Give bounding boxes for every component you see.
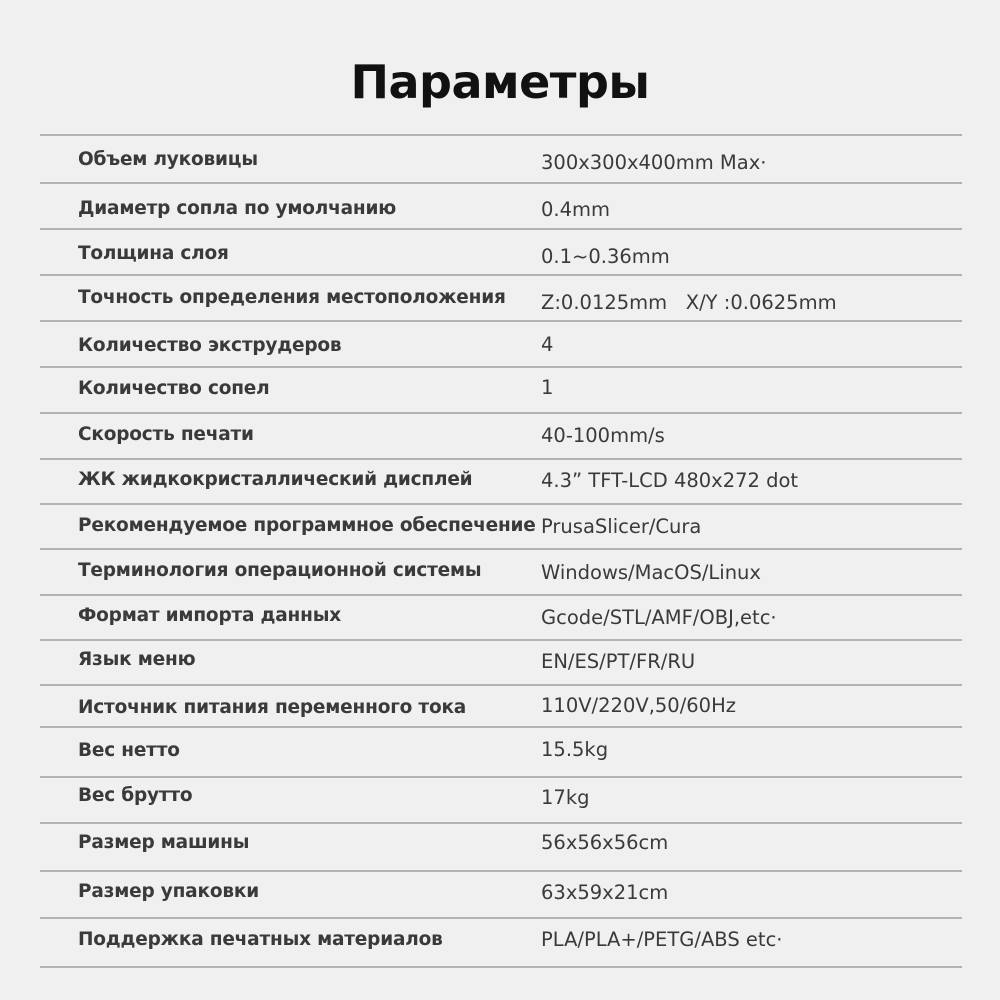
spec-label: Поддержка печатных материалов — [78, 929, 443, 950]
spec-label: Толщина слоя — [78, 243, 229, 264]
spec-label: Источник питания переменного тока — [78, 697, 467, 718]
spec-label: Объем луковицы — [78, 149, 258, 170]
spec-label: Диаметр сопла по умолчанию — [78, 198, 397, 219]
row-divider — [40, 684, 962, 686]
spec-value: 56x56x56cm — [541, 831, 669, 854]
row-divider — [40, 966, 962, 968]
row-divider — [40, 228, 962, 230]
row-divider — [40, 503, 962, 505]
row-divider — [40, 182, 962, 184]
spec-value: 110V/220V,50/60Hz — [541, 694, 736, 717]
row-divider — [40, 639, 962, 641]
spec-value: EN/ES/PT/FR/RU — [541, 650, 696, 673]
row-divider — [40, 548, 962, 550]
spec-value: PrusaSlicer/Cura — [541, 515, 702, 538]
spec-label: ЖК жидкокристаллический дисплей — [78, 469, 473, 490]
spec-value: 300x300x400mm Max· — [541, 151, 767, 174]
row-divider — [40, 726, 962, 728]
spec-value: 17kg — [541, 786, 590, 809]
spec-label: Рекомендуемое программное обеспечение — [78, 515, 536, 536]
spec-value: Gcode/STL/AMF/OBJ,etc· — [541, 606, 777, 629]
spec-value: PLA/PLA+/PETG/ABS etc· — [541, 928, 783, 951]
spec-value: 4 — [541, 333, 554, 356]
spec-label: Язык меню — [78, 649, 196, 670]
spec-label: Формат импорта данных — [78, 605, 341, 626]
spec-value: 63x59x21cm — [541, 881, 669, 904]
spec-value: 1 — [541, 376, 554, 399]
spec-label: Вес нетто — [78, 740, 180, 761]
row-divider — [40, 412, 962, 414]
row-divider — [40, 134, 962, 136]
row-divider — [40, 594, 962, 596]
spec-value: 0.4mm — [541, 198, 611, 221]
spec-label: Количество сопел — [78, 378, 270, 399]
spec-value: 40-100mm/s — [541, 424, 665, 447]
page-title: Параметры — [350, 55, 650, 109]
spec-value: 15.5kg — [541, 738, 609, 761]
row-divider — [40, 274, 962, 276]
row-divider — [40, 822, 962, 824]
spec-label: Терминология операционной системы — [78, 560, 482, 581]
spec-label: Размер упаковки — [78, 881, 259, 902]
spec-value: 4.3” TFT-LCD 480x272 dot — [541, 469, 799, 492]
spec-label: Размер машины — [78, 832, 250, 853]
spec-value: Z:0.0125mm X/Y :0.0625mm — [541, 291, 837, 314]
spec-label: Скорость печати — [78, 424, 254, 445]
spec-label: Вес брутто — [78, 785, 193, 806]
spec-value: 0.1~0.36mm — [541, 245, 670, 268]
row-divider — [40, 320, 962, 322]
spec-label: Точность определения местоположения — [78, 287, 506, 308]
spec-label: Количество экструдеров — [78, 335, 342, 356]
row-divider — [40, 776, 962, 778]
spec-value: Windows/MacOS/Linux — [541, 561, 761, 584]
row-divider — [40, 458, 962, 460]
row-divider — [40, 917, 962, 919]
row-divider — [40, 870, 962, 872]
row-divider — [40, 366, 962, 368]
